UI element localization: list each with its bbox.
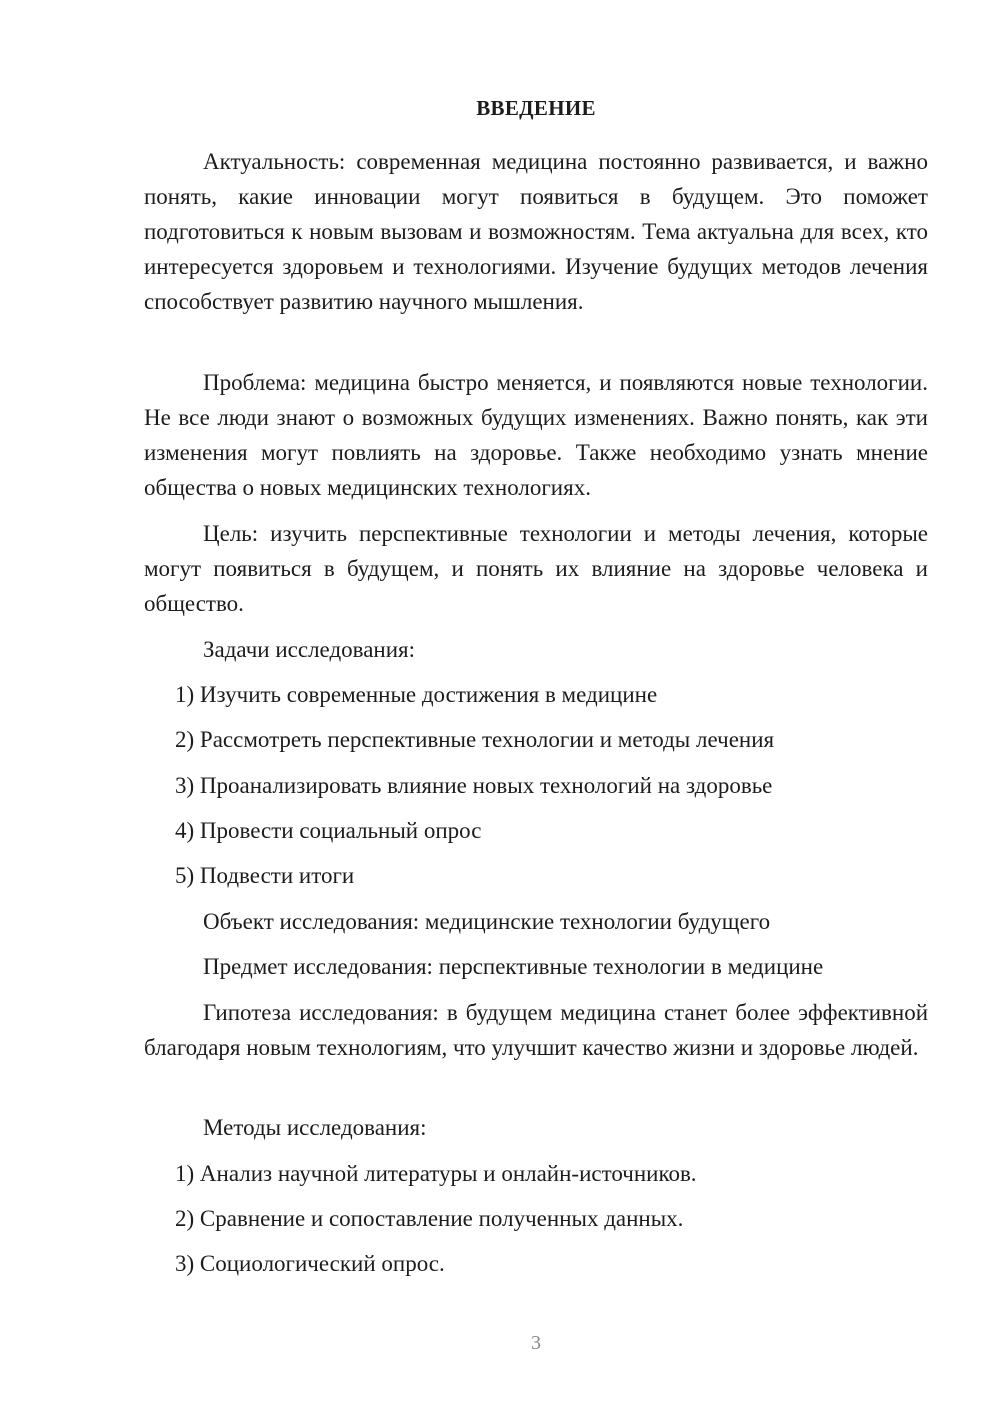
task-item: 1) Изучить современные достижения в медицине xyxy=(175,682,658,707)
paragraph-hypothesis: Гипотеза исследования: в будущем медицина станет более эффективной благодаря новым технологиям, что улучшит качество жизни и здоровье людей. xyxy=(144,1000,928,1060)
task-item: 4) Провести социальный опрос xyxy=(175,818,482,843)
paragraph-goal: Цель: изучить перспективные технологии и методы лечения, которые могут появиться в будущем, и понять их влияние на здоровье человека и общество. xyxy=(144,521,928,616)
methods-label: Методы исследования: xyxy=(203,1115,427,1140)
method-item: 1) Анализ научной литературы и онлайн-источников. xyxy=(175,1161,697,1186)
research-subject: Предмет исследования: перспективные технологии в медицине xyxy=(203,954,824,979)
paragraph-problem: Проблема: медицина быстро меняется, и появляются новые технологии. Не все люди знают о возможных будущих изменениях. Важно понять, как эти изменения могут повлиять на здоровье. Также необходимо узнать мнение общества о новых медицинских технологиях. xyxy=(144,370,928,500)
method-item: 3) Социологический опрос. xyxy=(175,1251,445,1276)
paragraph-relevance: Актуальность: современная медицина постоянно развивается, и важно понять, какие инновации могут появиться в будущем. Это поможет подготовиться к новым вызовам и возможностям. Тема актуальна для всех, кто интересуется здоровьем и технологиями. Изучение будущих методов лечения способствует развитию научного мышления. xyxy=(144,149,928,314)
page-number: 3 xyxy=(531,1332,541,1354)
research-object: Объект исследования: медицинские технологии будущего xyxy=(203,909,771,934)
section-heading: ВВЕДЕНИЕ xyxy=(476,96,596,120)
task-item: 3) Проанализировать влияние новых технологий на здоровье xyxy=(175,773,773,798)
task-item: 2) Рассмотреть перспективные технологии и методы лечения xyxy=(175,727,775,752)
method-item: 2) Сравнение и сопоставление полученных данных. xyxy=(175,1206,684,1231)
task-item: 5) Подвести итоги xyxy=(175,863,355,888)
tasks-label: Задачи исследования: xyxy=(203,637,416,662)
